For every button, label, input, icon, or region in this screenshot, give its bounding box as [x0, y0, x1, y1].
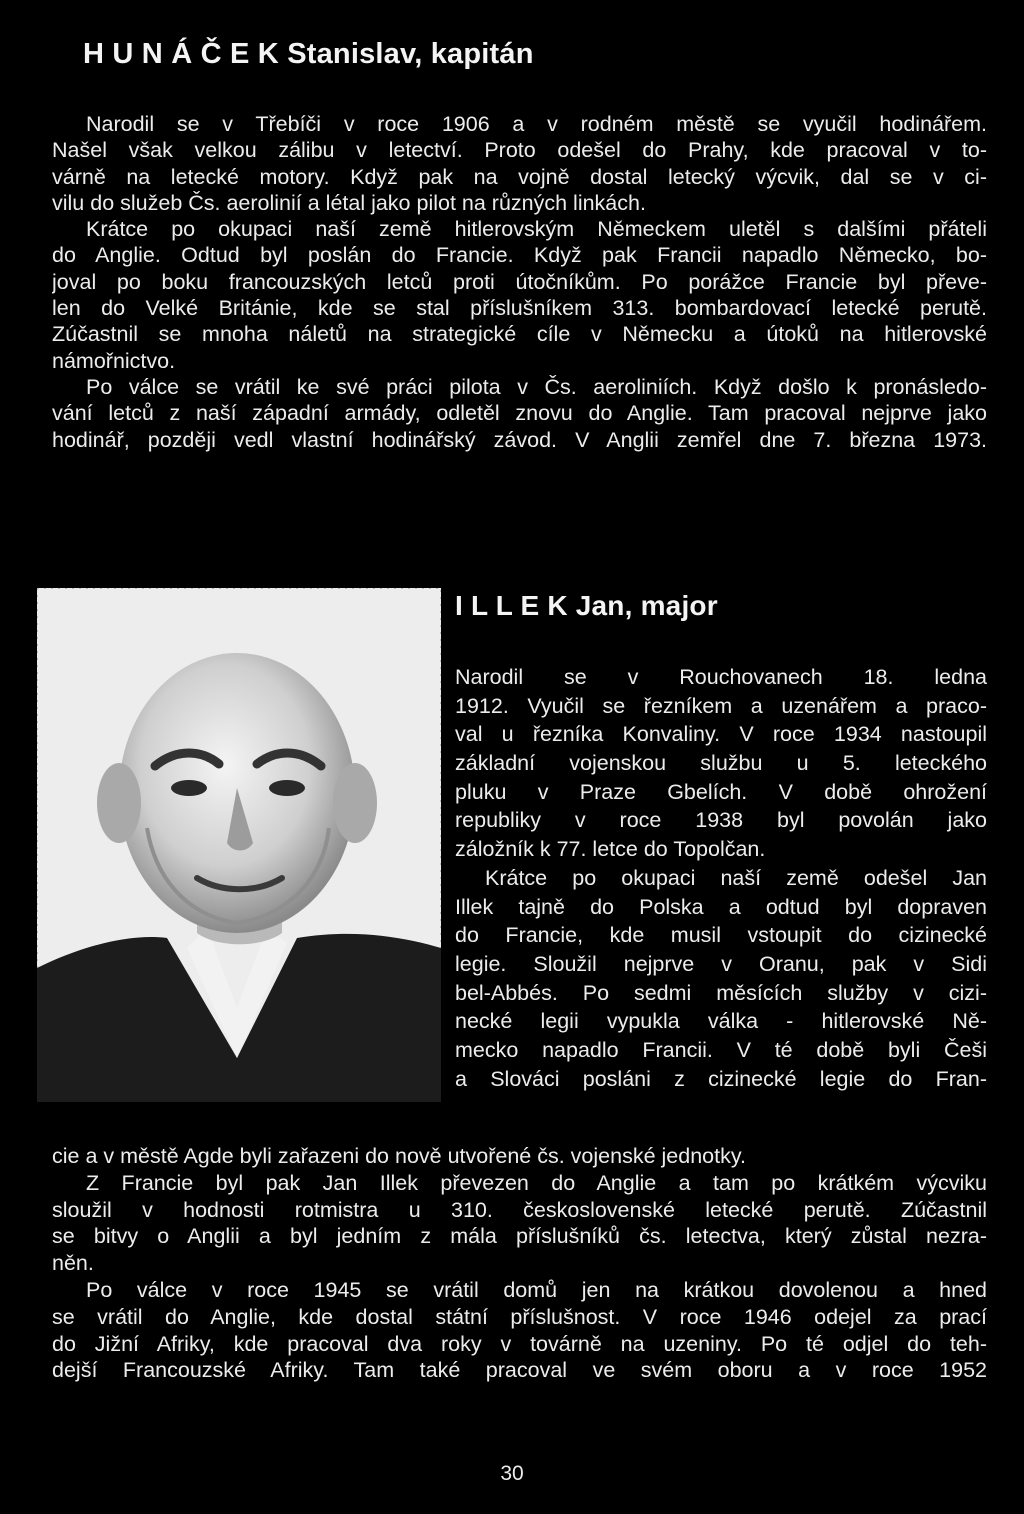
portrait-photo: [37, 588, 441, 1102]
text-line: bel-Abbés. Po sedmi měsících služby v cizi-: [455, 980, 987, 1005]
text-line: záložník k 77. letce do Topolčan.: [455, 837, 766, 862]
text-line: se bitvy o Anglii a byl jedním z mála příslušníků čs. letectva, který zůstal nezra-: [52, 1224, 987, 1249]
text-line: 1912. Vyučil se řezníkem a uzenářem a praco-: [455, 693, 987, 718]
text-line: hodinář, později vedl vlastní hodinářský závod. V Anglii zemřel dne 7. března 1973.: [52, 427, 987, 452]
entry-heading-illek: I L L E K Jan, major: [455, 590, 718, 621]
text-line: mecko napadlo Francii. V té době byli Češi: [455, 1037, 987, 1062]
text-line: pluku v Praze Gbelích. V době ohrožení: [455, 779, 987, 804]
text-line: Narodil se v Třebíči v roce 1906 a v rodném městě se vyučil hodinářem.: [86, 112, 987, 136]
text-line: námořnictvo.: [52, 348, 176, 373]
text-line: vilu do služeb Čs. aerolinií a létal jako pilot na různých linkách.: [52, 190, 646, 215]
text-line: Po válce v roce 1945 se vrátil domů jen na krátkou dovolenou a hned: [86, 1277, 987, 1302]
text-line: Z Francie byl pak Jan Illek převezen do Anglie a tam po krátkém výcviku: [86, 1170, 987, 1195]
text-line: do Francie, kde musil vstoupit do cizinecké: [455, 923, 987, 948]
text-line: do Anglie. Odtud byl poslán do Francie. Když pak Francii napadlo Německo, bo-: [52, 243, 987, 268]
text-line: necké legii vypukla válka - hitlerovské Ně-: [455, 1009, 987, 1034]
text-line: Krátce po okupaci naší země hitlerovským Německem uletěl s dalšími přáteli: [86, 217, 987, 242]
text-line: základní vojenskou službu u 5. leteckého: [455, 751, 987, 776]
text-line: vání letců z naší západní armády, odletěl znovu do Anglie. Tam pracoval nejprve jako: [52, 401, 987, 426]
text-line: val u řezníka Konvaliny. V roce 1934 nastoupil: [455, 722, 987, 747]
text-line: Našel však velkou zálibu v letectví. Proto odešel do Prahy, kde pracoval v to-: [52, 138, 987, 163]
text-line: republiky v roce 1938 byl povolán jako: [455, 808, 987, 833]
portrait-image: [37, 588, 441, 1102]
text-line: Illek tajně do Polska a odtud byl dopraven: [455, 894, 987, 919]
text-line: várně na letecké motory. Když pak na vojně dostal letecký výcvik, dal se v ci-: [52, 164, 987, 189]
text-line: do Jižní Afriky, kde pracoval dva roky v továrně na uzeniny. Po té odjel do teh-: [52, 1331, 987, 1356]
entry-heading-hunacek: H U N Á Č E K Stanislav, kapitán: [83, 38, 534, 70]
text-line: cie a v městě Agde byli zařazeni do nově utvořené čs. vojenské jednotky.: [52, 1144, 746, 1168]
text-line: joval po boku francouzských letců proti útočníkům. Po porážce Francie byl převe-: [52, 269, 987, 294]
text-line: Krátce po okupaci naší země odešel Jan: [485, 865, 987, 890]
text-line: legie. Sloužil nejprve v Oranu, pak v Sidi: [455, 951, 987, 976]
text-line: Zúčastnil se mnoha náletů na strategické cíle v Německu a útoků na hitlerovské: [52, 322, 987, 347]
text-line: a Slováci posláni z cizinecké legie do Fran-: [455, 1066, 987, 1091]
page-number: 30: [500, 1462, 524, 1485]
text-line: něn.: [52, 1251, 94, 1276]
entry-body-hunacek: [52, 111, 987, 453]
text-line: len do Velké Británie, kde se stal příslušníkem 313. bombardovací letecké perutě.: [52, 296, 987, 321]
text-line: sloužil v hodnosti rotmistra u 310. československé letecké perutě. Zúčastnil: [52, 1197, 987, 1222]
text-line: Po válce se vrátil ke své práci pilota v Čs. aeroliniích. Když došlo k pronásledo-: [86, 374, 987, 399]
text-line: se vrátil do Anglie, kde dostal státní příslušnost. V roce 1946 odejel za prací: [52, 1304, 987, 1329]
text-line: Narodil se v Rouchovanech 18. ledna: [455, 665, 987, 689]
text-line: dejší Francouzské Afriky. Tam také pracoval ve svém oboru a v roce 1952: [52, 1358, 987, 1383]
entry-body-illek-beside-photo: [455, 663, 987, 1093]
entry-body-illek-full-width: [52, 1143, 987, 1384]
